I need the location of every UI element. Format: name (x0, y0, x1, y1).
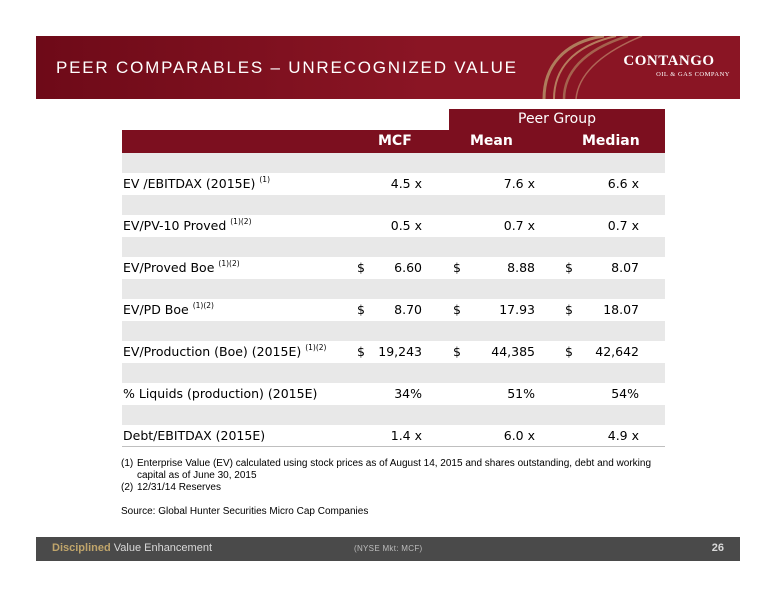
column-header-mean: Mean (470, 133, 513, 149)
median-value: 6.6 x (607, 176, 639, 191)
mcf-currency: $ (357, 260, 365, 275)
median-currency: $ (565, 302, 573, 317)
table-row (122, 257, 665, 279)
source-note: Source: Global Hunter Securities Micro Cap Companies (121, 506, 369, 517)
metric-label: Debt/EBITDAX (2015E) (123, 428, 266, 443)
metric-text: EV/Proved Boe (123, 260, 215, 275)
mean-value: 0.7 x (503, 218, 535, 233)
company-logo (608, 53, 730, 78)
metric-text: EV/PD Boe (123, 302, 189, 317)
footnote-number: (2) (121, 482, 134, 493)
footnote-ref: (1)(2) (192, 301, 214, 310)
median-value: 0.7 x (607, 218, 639, 233)
mcf-value: 19,243 (378, 344, 422, 359)
metric-text: EV/Production (Boe) (2015E) (123, 344, 302, 359)
metric-label (123, 260, 240, 275)
footnote-text: 12/31/14 Reserves (137, 482, 221, 493)
metric-label: % Liquids (production) (2015E) (123, 386, 318, 401)
footnote-ref: (1)(2) (305, 343, 327, 352)
logo-wordmark: CONTANGO (623, 53, 715, 69)
title-banner (36, 36, 740, 99)
median-value: 18.07 (603, 302, 639, 317)
ticker-label: (NYSE Mkt: MCF) (354, 544, 423, 553)
footnote-number: (1) (121, 458, 134, 469)
mean-value: 17.93 (499, 302, 535, 317)
mean-value: 8.88 (507, 260, 535, 275)
mcf-value: 34% (394, 386, 422, 401)
row-spacer (122, 321, 665, 341)
peer-group-header-row (122, 109, 665, 130)
column-header-mcf: MCF (378, 133, 412, 149)
mean-currency: $ (453, 344, 461, 359)
footnote-ref: (1)(2) (230, 217, 252, 226)
median-value: 42,642 (595, 344, 639, 359)
footnote (121, 482, 681, 494)
mean-currency: $ (453, 302, 461, 317)
page-title: PEER COMPARABLES – UNRECOGNIZED VALUE (56, 58, 518, 77)
mean-value: 44,385 (491, 344, 535, 359)
mcf-value: 0.5 x (390, 218, 422, 233)
table-row (122, 341, 665, 363)
footnote-ref: (1) (259, 175, 270, 184)
mcf-value: 1.4 x (390, 428, 422, 443)
median-currency: $ (565, 260, 573, 275)
mean-value: 51% (507, 386, 535, 401)
row-spacer (122, 153, 665, 173)
row-spacer (122, 279, 665, 299)
row-spacer (122, 195, 665, 215)
median-currency: $ (565, 344, 573, 359)
row-spacer (122, 363, 665, 383)
mean-value: 7.6 x (503, 176, 535, 191)
metric-label (123, 302, 214, 317)
logo-tagline: OIL & GAS COMPANY (656, 71, 730, 78)
footnotes (121, 458, 681, 518)
median-value: 8.07 (611, 260, 639, 275)
mcf-value: 8.70 (394, 302, 422, 317)
mcf-currency: $ (357, 302, 365, 317)
table-row (122, 299, 665, 321)
metric-text: EV /EBITDAX (2015E) (123, 176, 256, 191)
footnote-text: Enterprise Value (EV) calculated using stock prices as of August 14, 2015 and shares outstanding, debt and working capital as of June 30, 2015 (137, 458, 652, 481)
table-row (122, 173, 665, 195)
table-row (122, 215, 665, 237)
mcf-value: 4.5 x (390, 176, 422, 191)
footer-bar (36, 537, 740, 561)
metric-label (123, 218, 252, 233)
tagline-rest: Value Enhancement (110, 542, 212, 554)
row-spacer (122, 405, 665, 425)
median-value: 54% (611, 386, 639, 401)
metric-label (123, 344, 326, 359)
footnote (121, 458, 681, 482)
mcf-value: 6.60 (394, 260, 422, 275)
mean-value: 6.0 x (503, 428, 535, 443)
table-row (122, 425, 665, 447)
mcf-currency: $ (357, 344, 365, 359)
tagline-emphasis: Disciplined (52, 542, 111, 554)
metric-text: EV/PV-10 Proved (123, 218, 227, 233)
footer-tagline (52, 542, 212, 554)
row-spacer (122, 237, 665, 257)
footnote-ref: (1)(2) (218, 259, 240, 268)
metric-label (123, 176, 270, 191)
mean-currency: $ (453, 260, 461, 275)
column-header-median: Median (582, 133, 640, 149)
peer-group-label: Peer Group (449, 109, 665, 130)
peer-comparison-table (122, 109, 665, 447)
table-row (122, 383, 665, 405)
page-number: 26 (711, 542, 724, 554)
column-header-row (122, 130, 665, 153)
median-value: 4.9 x (607, 428, 639, 443)
